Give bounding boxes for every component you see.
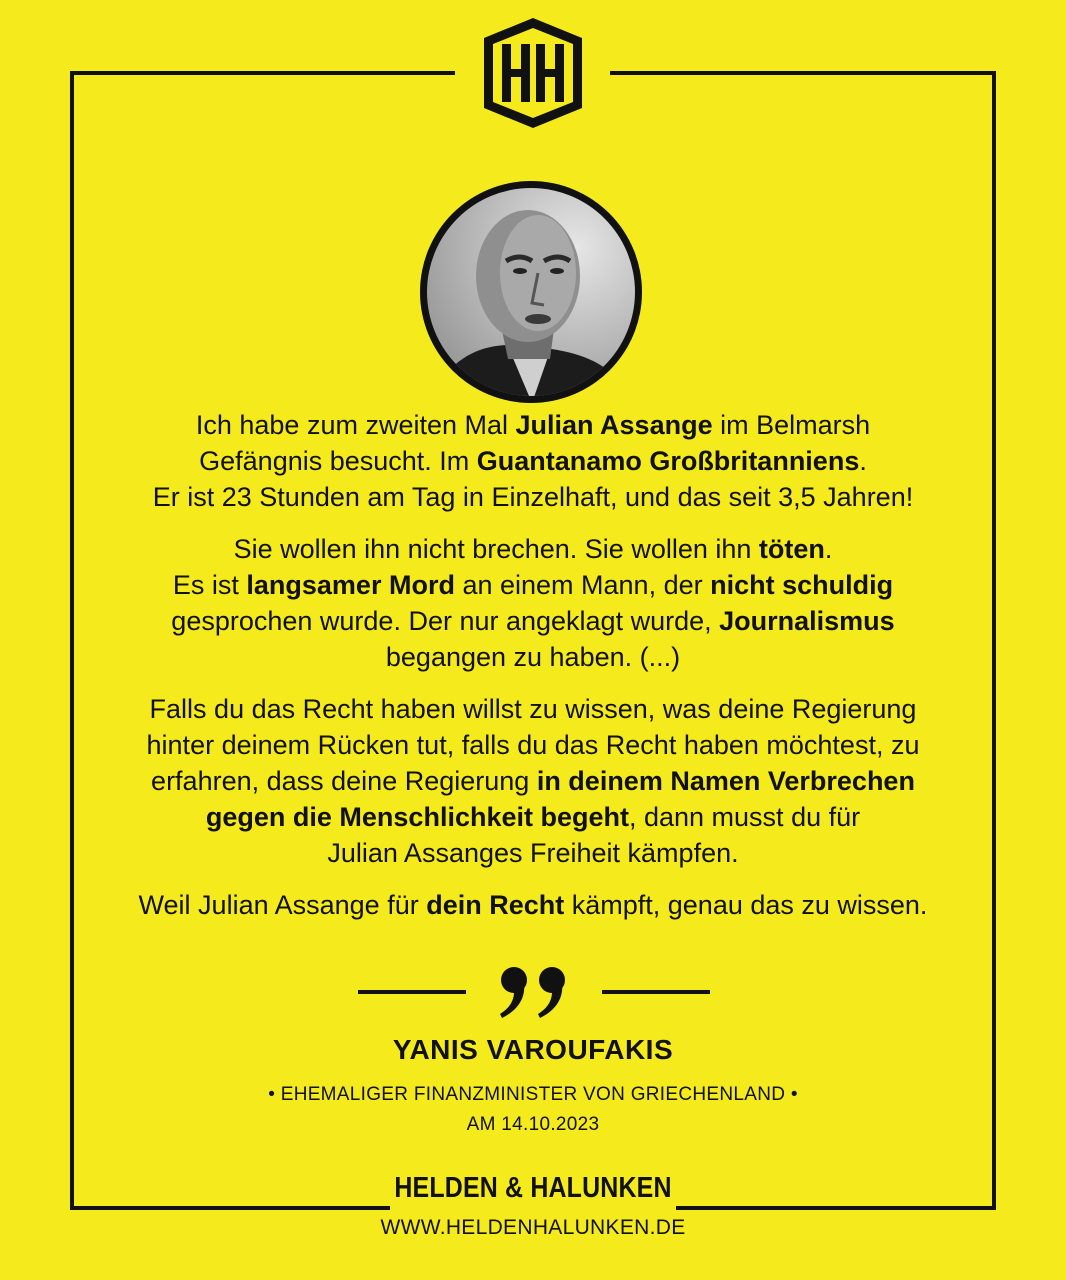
divider-line-right <box>602 990 710 994</box>
quote-run: an einem Mann, der <box>454 570 711 600</box>
portrait-photo <box>420 181 642 403</box>
quote-run: begangen zu haben. (...) <box>385 642 681 672</box>
quote-paragraph <box>70 531 996 675</box>
quote-paragraph <box>70 691 996 871</box>
hh-hexagon-logo-icon <box>474 14 592 132</box>
quote-run: Ich habe zum zweiten Mal <box>195 410 516 440</box>
quote-run: Gefängnis besucht. Im <box>199 446 477 476</box>
frame-bottom-left <box>70 1206 390 1210</box>
closing-quote-icon <box>494 962 574 1022</box>
quote-run: kämpft, genau das zu wissen. <box>564 890 928 920</box>
quote-run: , dann musst du für <box>628 802 861 832</box>
quote-emphasis: Guantanamo Großbritanniens <box>476 446 860 476</box>
quote-run: Weil Julian Assange für <box>138 890 427 920</box>
frame-top-left <box>70 71 455 75</box>
quote-run: Es ist <box>172 570 247 600</box>
frame-bottom-right <box>676 1206 996 1210</box>
quote-run: Sie wollen ihn nicht brechen. Sie wollen ihn <box>233 534 759 564</box>
quote-emphasis: töten <box>758 534 825 564</box>
quote-emphasis: gegen die Menschlichkeit begeht <box>205 802 629 832</box>
quote-run: Er ist 23 Stunden am Tag in Einzelhaft, und das seit 3,5 Jahren! <box>152 482 914 512</box>
quote-emphasis: in deinem Namen Verbrechen <box>536 766 915 796</box>
quote-run: erfahren, dass deine Regierung <box>151 766 537 796</box>
quote-run: Julian Assanges Freiheit kämpfen. <box>327 838 739 868</box>
quote-emphasis: langsamer Mord <box>246 570 455 600</box>
quote-run: . <box>824 534 833 564</box>
quote-run: . <box>859 446 867 476</box>
quote-paragraph <box>70 407 996 515</box>
quote-run: im Belmarsh <box>712 410 871 440</box>
quote-run: hinter deinem Rücken tut, falls du das Recht haben möchtest, zu <box>146 730 920 760</box>
frame-top-right <box>610 71 996 75</box>
quote-paragraph <box>70 887 996 923</box>
author-role: • EHEMALIGER FINANZMINISTER VON GRIECHENLAND • <box>268 1084 798 1105</box>
quote-run: Falls du das Recht haben willst zu wissen, was deine Regierung <box>149 694 917 724</box>
quote-run: gesprochen wurde. Der nur angeklagt wurde, <box>171 606 720 636</box>
brand-name: HELDEN & HALUNKEN <box>394 1172 672 1204</box>
website-link[interactable]: WWW.HELDENHALUNKEN.DE <box>380 1216 686 1239</box>
quote-divider <box>358 962 710 1022</box>
divider-line-left <box>358 990 466 994</box>
quote-text <box>70 407 996 939</box>
author-name: YANIS VAROUFAKIS <box>392 1034 674 1065</box>
quote-emphasis: nicht schuldig <box>710 570 894 600</box>
quote-emphasis: Journalismus <box>719 606 895 636</box>
quote-date: AM 14.10.2023 <box>466 1114 600 1135</box>
quote-emphasis: Julian Assange <box>515 410 713 440</box>
quote-emphasis: dein Recht <box>426 890 565 920</box>
